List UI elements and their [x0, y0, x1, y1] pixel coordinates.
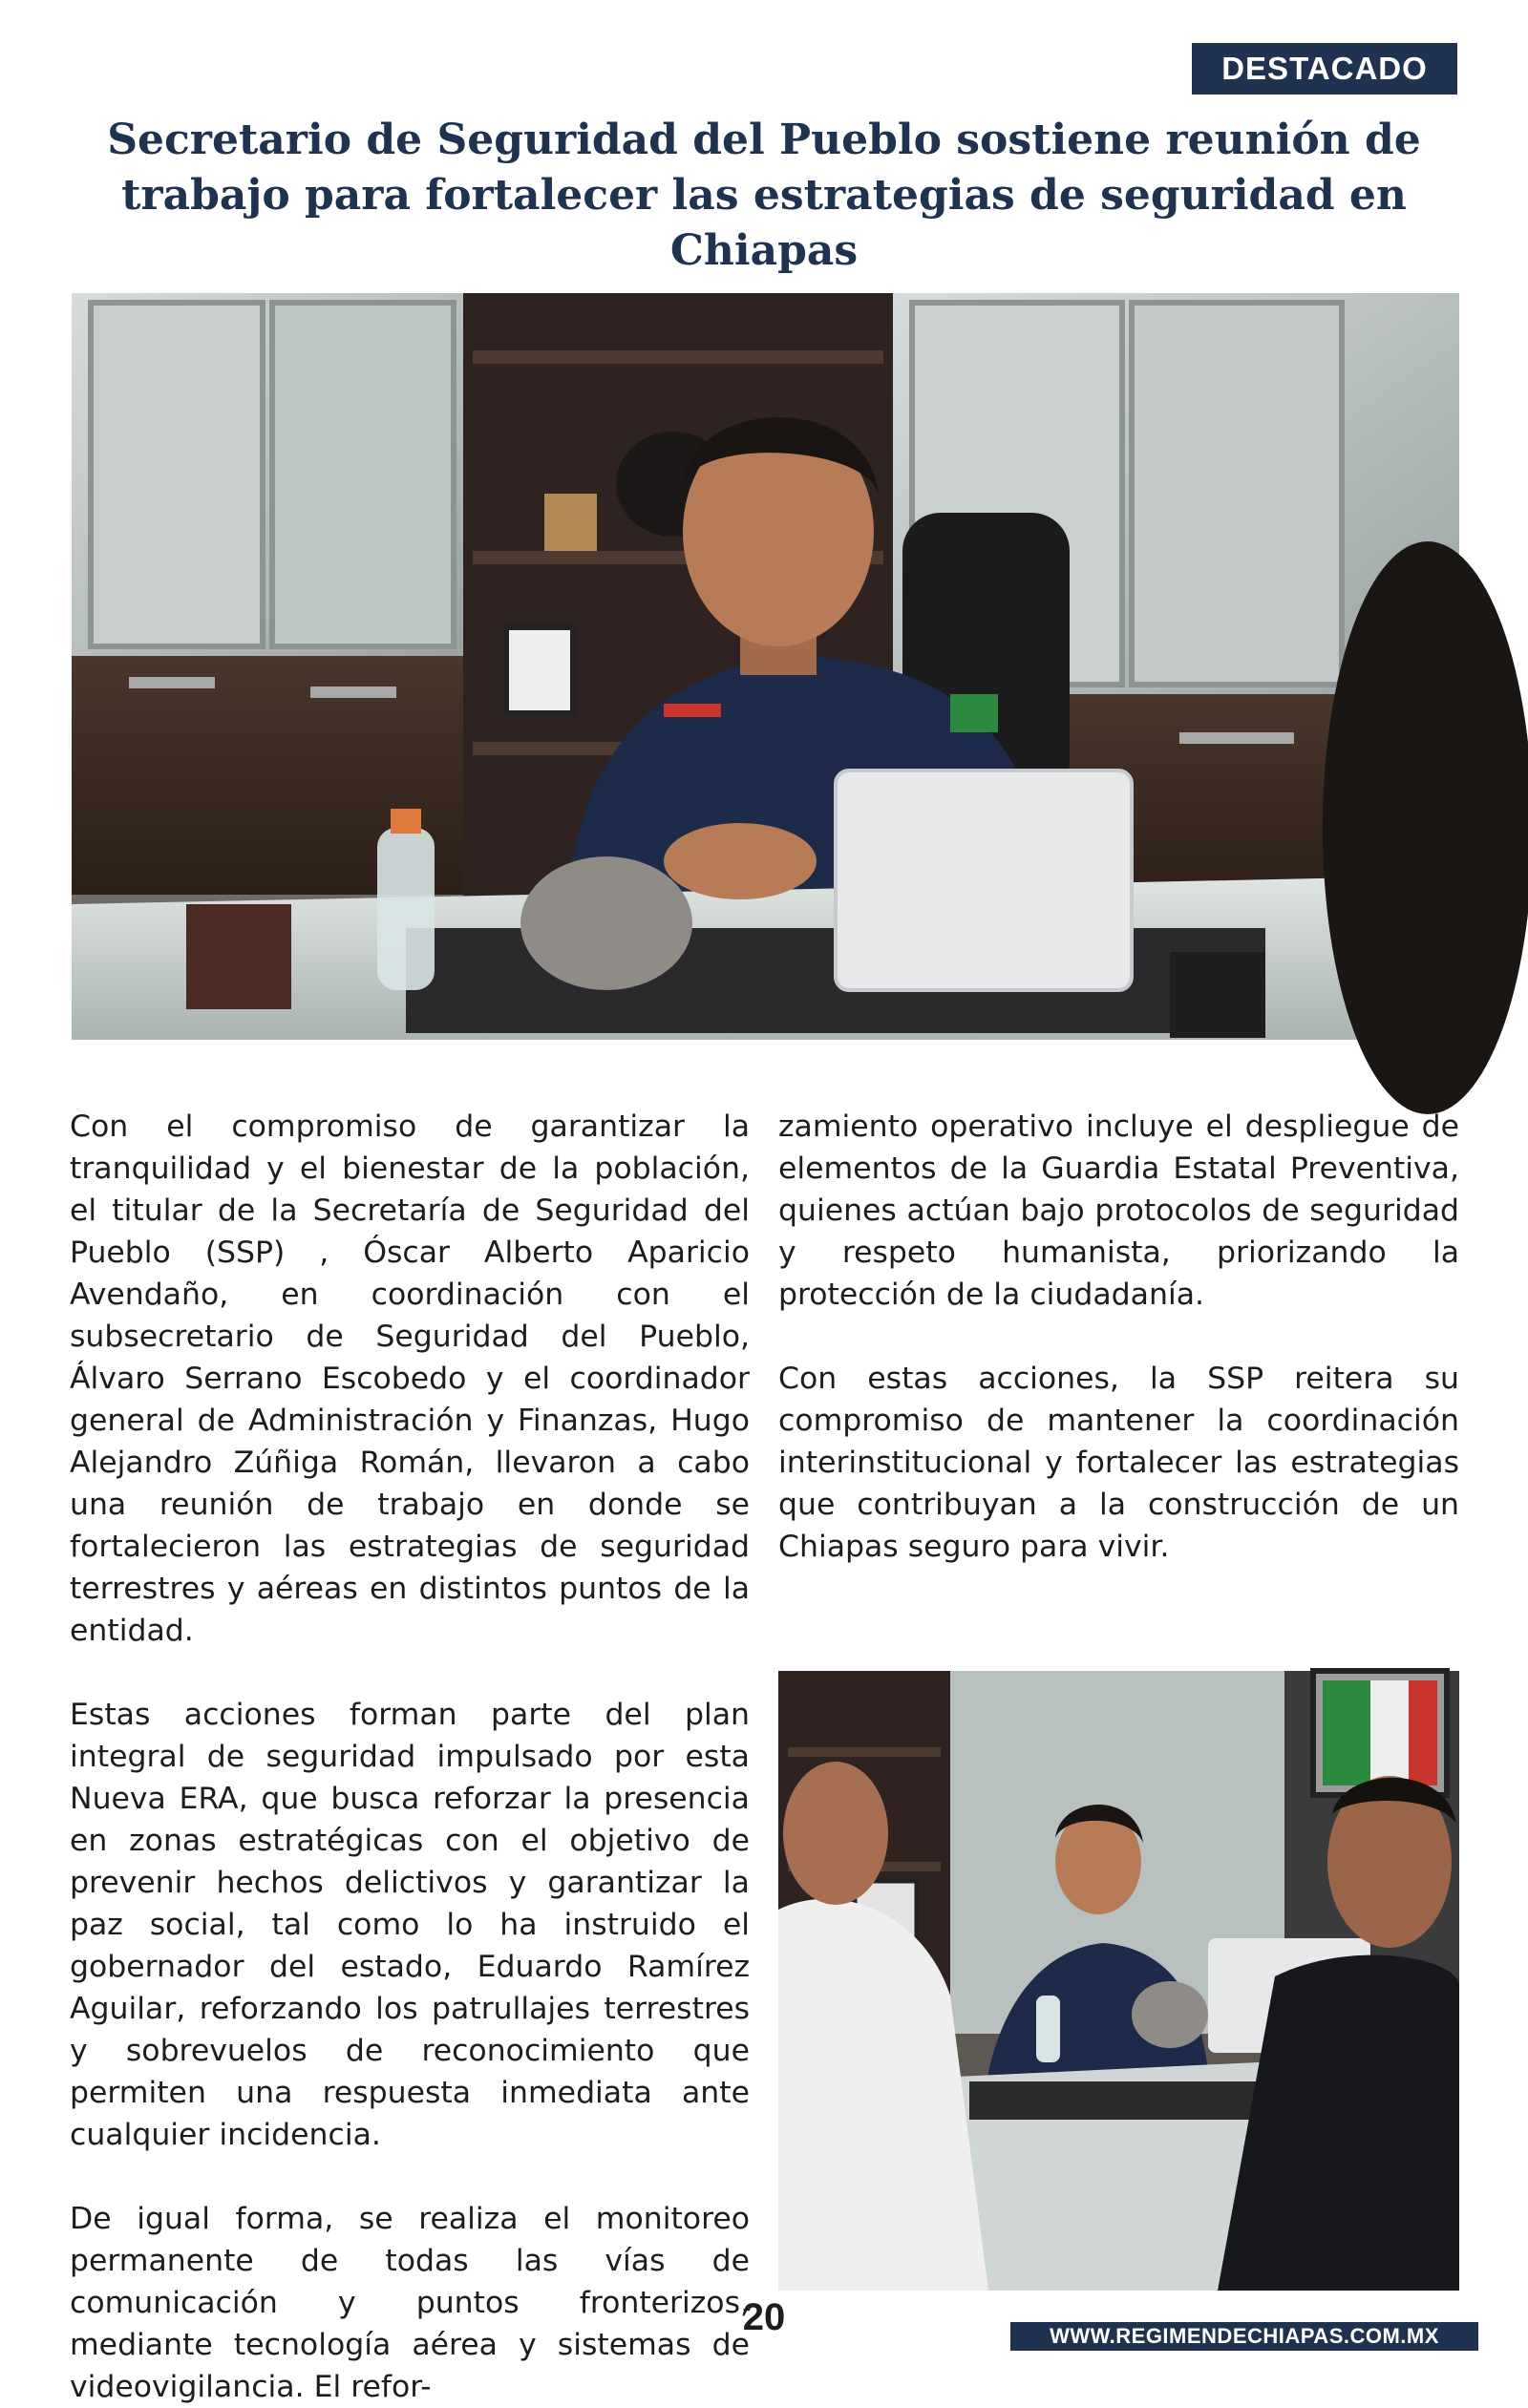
- meeting-photo-icon: [72, 293, 1459, 1040]
- article-headline: Secretario de Seguridad del Pueblo sostiene reunión de trabajo para fortalecer las estrategias de seguridad en Chiapas: [107, 116, 1421, 275]
- second-photo: [778, 1671, 1459, 2291]
- body-column-left: [70, 1106, 750, 2404]
- meeting-photo-icon: [778, 1671, 1459, 2291]
- main-photo: [72, 293, 1459, 1040]
- paragraph: De igual forma, se realiza el monitoreo permanente de todas las vías de comunicación y puntos fronterizos, mediante tecnología aérea y sistemas de videovigilancia. El refor-: [70, 2202, 750, 2404]
- section-tag: DESTACADO: [1192, 43, 1457, 95]
- paragraph: Con estas acciones, la SSP reitera su compromiso de mantener la coordinación interinstitucional y fortalecer las estrategias que contribuyan a la construcción de un Chiapas seguro para vivir.: [778, 1362, 1459, 1564]
- body-column-right: [778, 1106, 1459, 1583]
- paragraph: zamiento operativo incluye el despliegue de elementos de la Guardia Estatal Preventiva, quienes actúan bajo protocolos de seguridad y respeto humanista, priorizando la protección de la ciudadanía.: [778, 1109, 1459, 1312]
- paragraph: Con el compromiso de garantizar la tranquilidad y el bienestar de la población, el titular de la Secretaría de Seguridad del Pueblo (SSP) , Óscar Alberto Aparicio Avendaño, en coordinación con el subsecretario de Seguridad del Pueblo, Álvaro Serrano Escobedo y el coordinador general de Administración y Finanzas, Hugo Alejandro Zúñiga Román, llevaron a cabo una reunión de trabajo en donde se fortalecieron las estrategias de seguridad terrestres y aéreas en distintos puntos de la entidad.: [70, 1109, 750, 1648]
- page-number: 20: [742, 2296, 786, 2338]
- paragraph: Estas acciones forman parte del plan integral de seguridad impulsado por esta Nueva ERA, que busca reforzar la presencia en zonas estratégicas con el objetivo de prevenir hechos delictivos y garantizar la paz social, tal como lo ha instruido el gobernador del estado, Eduardo Ramírez Aguilar, reforzando los patrullajes terrestres y sobrevuelos de reconocimiento que permiten una respuesta inmediata ante cualquier incidencia.: [70, 1698, 750, 2152]
- website-footer: WWW.REGIMENDECHIAPAS.COM.MX: [1010, 2322, 1478, 2351]
